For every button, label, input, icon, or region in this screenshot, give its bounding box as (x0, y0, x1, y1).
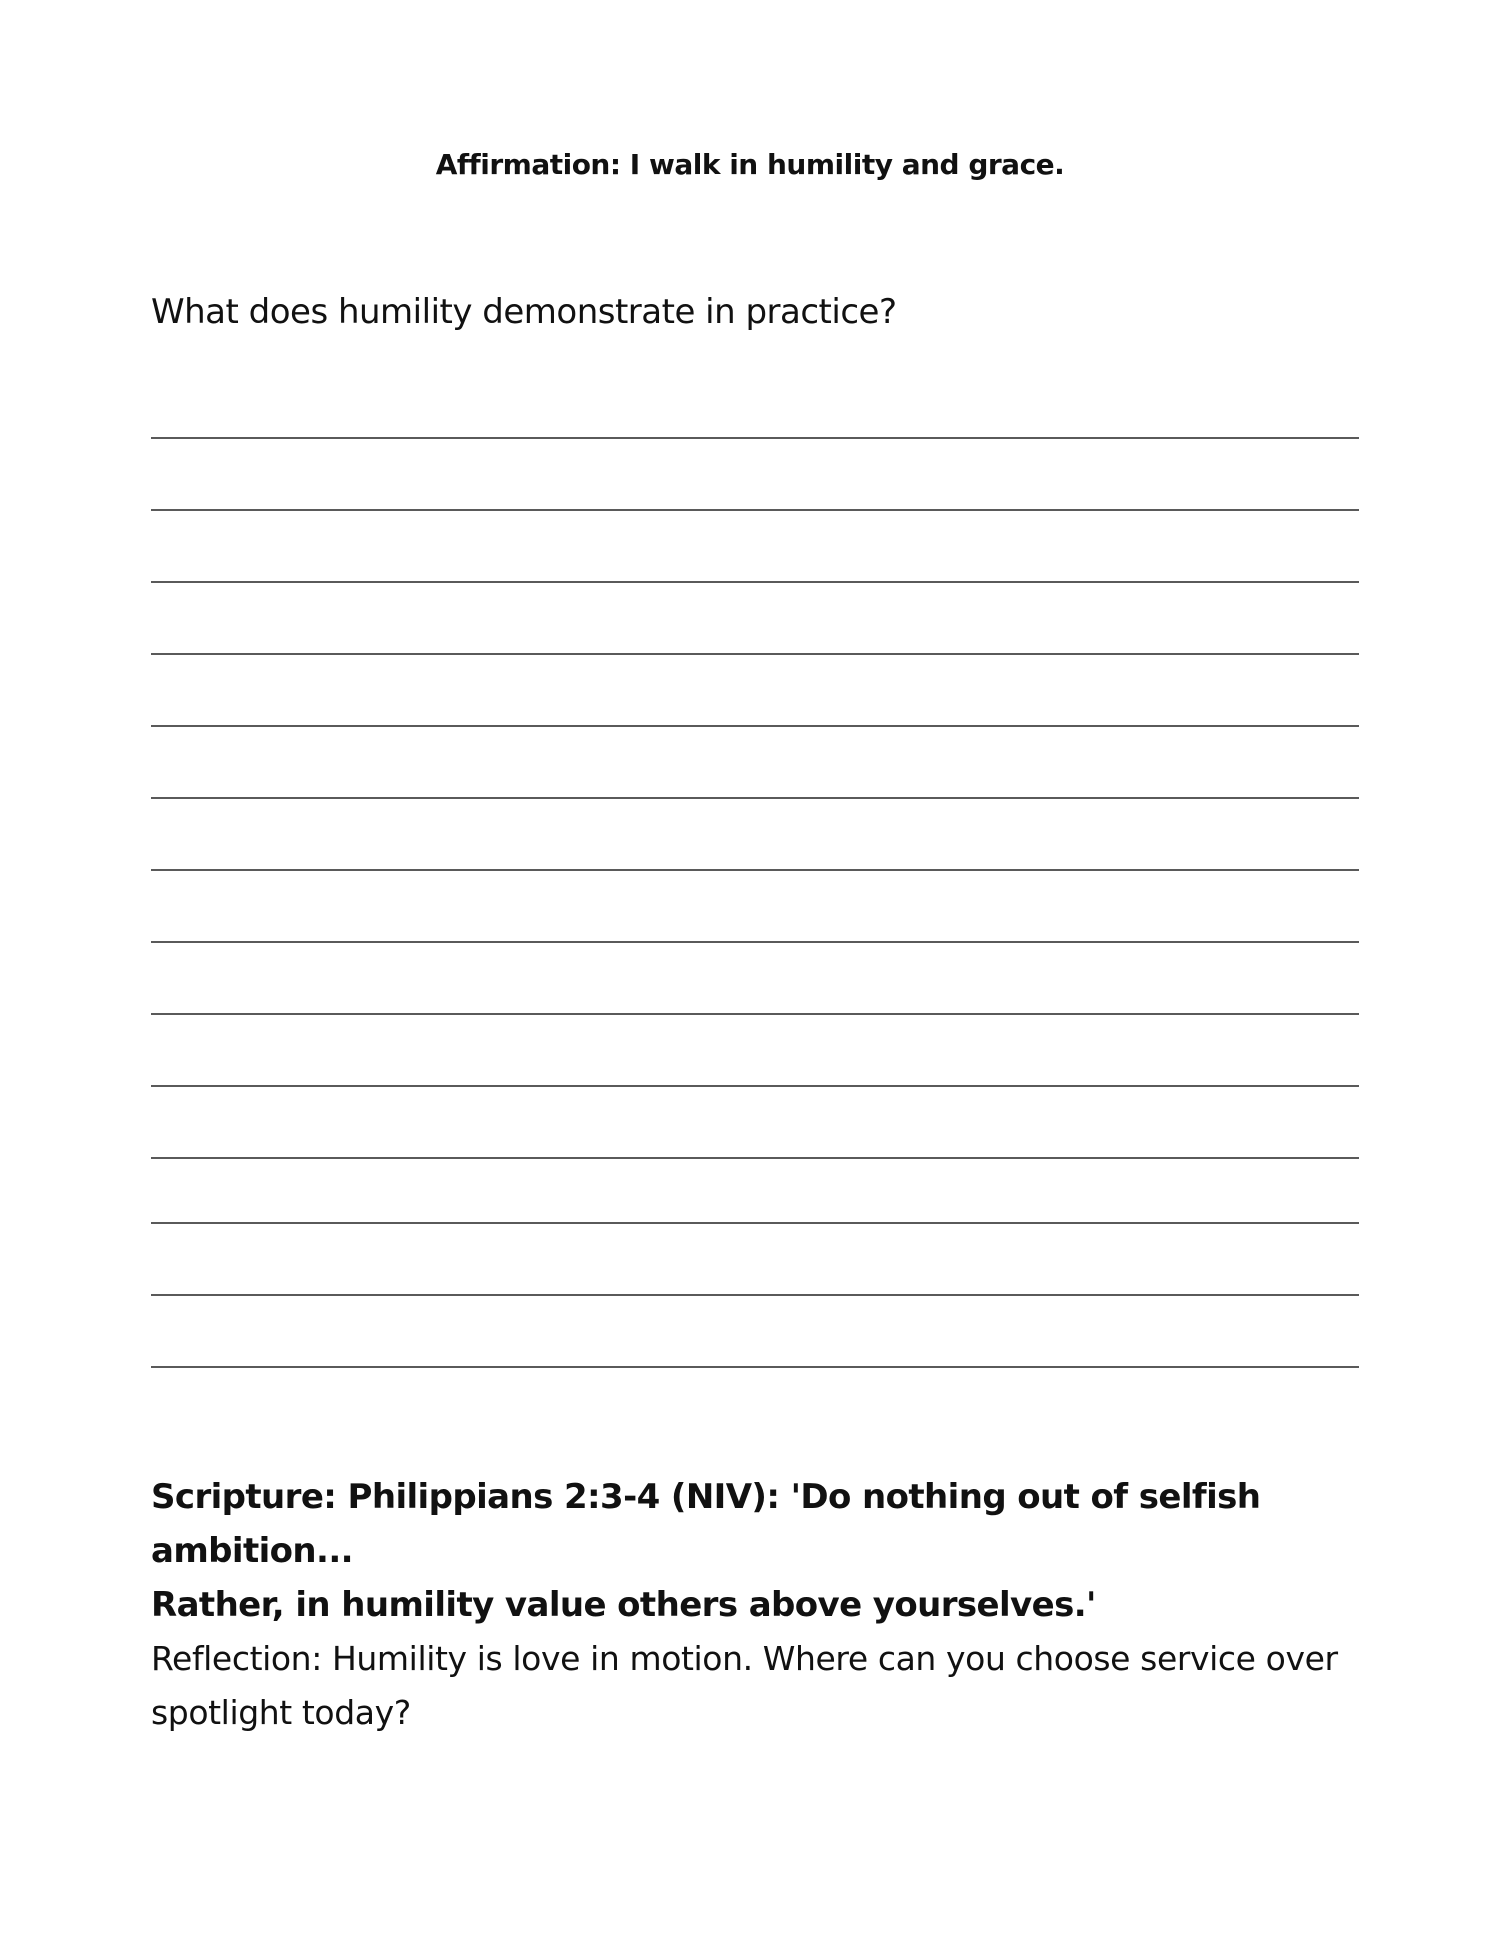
writing-line[interactable] (151, 797, 1359, 799)
writing-line[interactable] (151, 581, 1359, 583)
writing-line[interactable] (151, 941, 1359, 943)
scripture-line-1: Scripture: Philippians 2:3-4 (NIV): 'Do nothing out of selfish ambition... (151, 1477, 1261, 1571)
writing-line[interactable] (151, 869, 1359, 871)
writing-line[interactable] (151, 1085, 1359, 1087)
writing-line[interactable] (151, 1294, 1359, 1296)
journal-prompt: What does humility demonstrate in practice? (151, 292, 897, 332)
writing-line[interactable] (151, 653, 1359, 655)
writing-line[interactable] (151, 1013, 1359, 1015)
writing-line[interactable] (151, 1222, 1359, 1224)
reflection-line-1: Reflection: Humility is love in motion. Where can you choose service over (151, 1639, 1338, 1678)
writing-line[interactable] (151, 509, 1359, 511)
reflection-line-2: spotlight today? (151, 1693, 411, 1732)
writing-line[interactable] (151, 437, 1359, 439)
reflection-text (151, 1632, 1371, 1740)
scripture-quote (151, 1470, 1371, 1632)
writing-line[interactable] (151, 1157, 1359, 1159)
scripture-line-2: Rather, in humility value others above yourselves.' (151, 1585, 1096, 1625)
writing-line[interactable] (151, 1366, 1359, 1368)
writing-line[interactable] (151, 725, 1359, 727)
affirmation-heading: Affirmation: I walk in humility and grace. (435, 148, 1065, 181)
